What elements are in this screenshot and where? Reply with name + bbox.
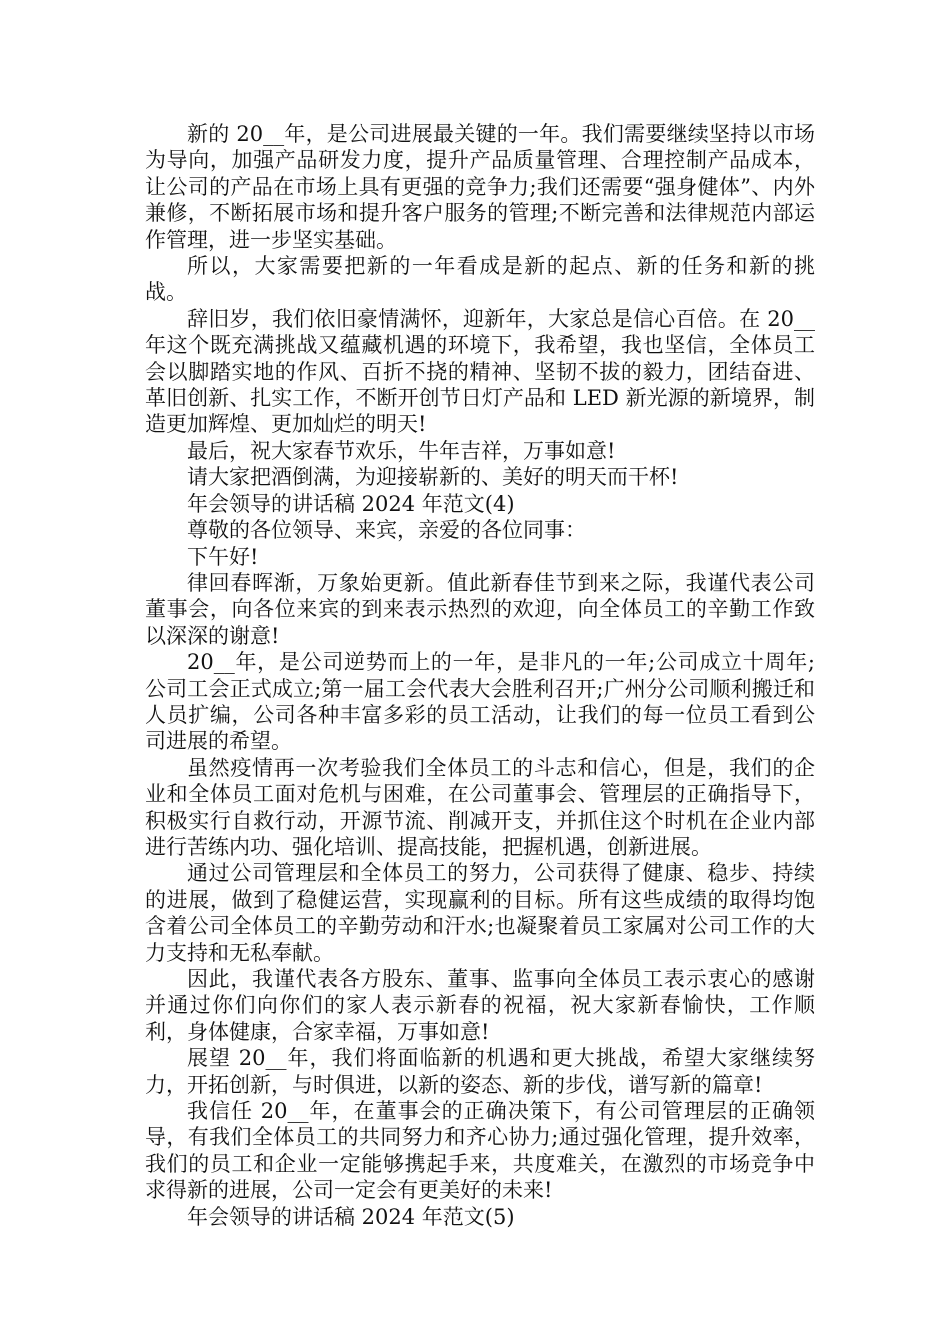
paragraph-outlook: 展望 20__年，我们将面临新的机遇和更大挑战，希望大家继续努力，开拓创新，与时俱进，以新的姿态、新的步伐，谱写新的篇章! xyxy=(145,1046,815,1097)
section-heading-5: 年会领导的讲话稿 2024 年范文(5) xyxy=(187,1204,515,1229)
salutation: 尊敬的各位领导、来宾，亲爱的各位同事： xyxy=(187,518,586,543)
section-heading-4: 年会领导的讲话稿 2024 年范文(4) xyxy=(187,491,515,516)
paragraph-confidence: 我信任 20__年，在董事会的正确决策下，有公司管理层的正确领导，有我们全体员工的共同努力和齐心协力;通过强化管理，提升效率，我们的员工和企业一定能够携起手来，共度难关，在激烈的市场竞争中求得新的进展，公司一定会有更美好的未来! xyxy=(145,1099,815,1203)
paragraph-thanks: 因此，我谨代表各方股东、董事、监事向全体员工表示衷心的感谢并通过你们向你们的家人表示新春的祝福，祝大家新春愉快，工作顺利，身体健康，合家幸福，万事如意! xyxy=(145,967,815,1044)
paragraph-importance-of-new-year: 新的 20__年，是公司进展最关键的一年。我们需要继续坚持以市场为导向，加强产品研发力度，提升产品质量管理、合理控制产品成本，让公司的产品在市场上具有更强的竞争力;我们还需要“强身健体”、内外兼修，不断拓展市场和提升客户服务的管理;不断完善和法律规范内部运作管理，进一步坚实基础。 xyxy=(145,122,815,252)
paragraph-year-review: 20__年，是公司逆势而上的一年，是非凡的一年;公司成立十周年;公司工会正式成立;第一届工会代表大会胜利召开;广州分公司顺利搬迁和人员扩编，公司各种丰富多彩的员工活动，让我们的每一位员工看到公司进展的希望。 xyxy=(145,650,815,754)
paragraph-facing-crisis: 虽然疫情再一次考验我们全体员工的斗志和信心，但是，我们的企业和全体员工面对危机与困难，在公司董事会、管理层的正确指导下，积极实行自救行动，开源节流、削减开支，并抓住这个时机在企业内部进行苦练内功、强化培训、提高技能，把握机遇，创新进展。 xyxy=(145,755,815,859)
greeting: 下午好! xyxy=(187,544,259,569)
document-body xyxy=(145,121,815,1230)
paragraph-toast: 请大家把酒倒满，为迎接崭新的、美好的明天而干杯! xyxy=(187,465,679,490)
paragraph-achievements: 通过公司管理层和全体员工的努力，公司获得了健康、稳步、持续的进展，做到了稳健运营，实现赢利的目标。所有这些成绩的取得均饱含着公司全体员工的辛勤劳动和汗水;也凝聚着员工家属对公司工作的大力支持和无私奉献。 xyxy=(145,861,815,965)
paragraph-farewell-old-year: 辞旧岁，我们依旧豪情满怀，迎新年，大家总是信心百倍。在 20__年这个既充满挑战又蕴藏机遇的环境下，我希望，我也坚信，全体员工会以脚踏实地的作风、百折不挠的精神、坚韧不拔的毅力，团结奋进、革旧创新、扎实工作，不断开创节日灯产品和 LED 新光源的新境界，制造更加辉煌、更加灿烂的明天! xyxy=(145,306,815,437)
paragraph-new-year-wishes: 最后，祝大家春节欢乐，牛年吉祥，万事如意! xyxy=(187,438,616,463)
paragraph-spring-welcome: 律回春晖渐，万象始更新。值此新春佳节到来之际，我谨代表公司董事会，向各位来宾的到来表示热烈的欢迎，向全体员工的辛勤工作致以深深的谢意! xyxy=(145,570,815,648)
paragraph-new-starting-point: 所以，大家需要把新的一年看成是新的起点、新的任务和新的挑战。 xyxy=(145,254,815,305)
